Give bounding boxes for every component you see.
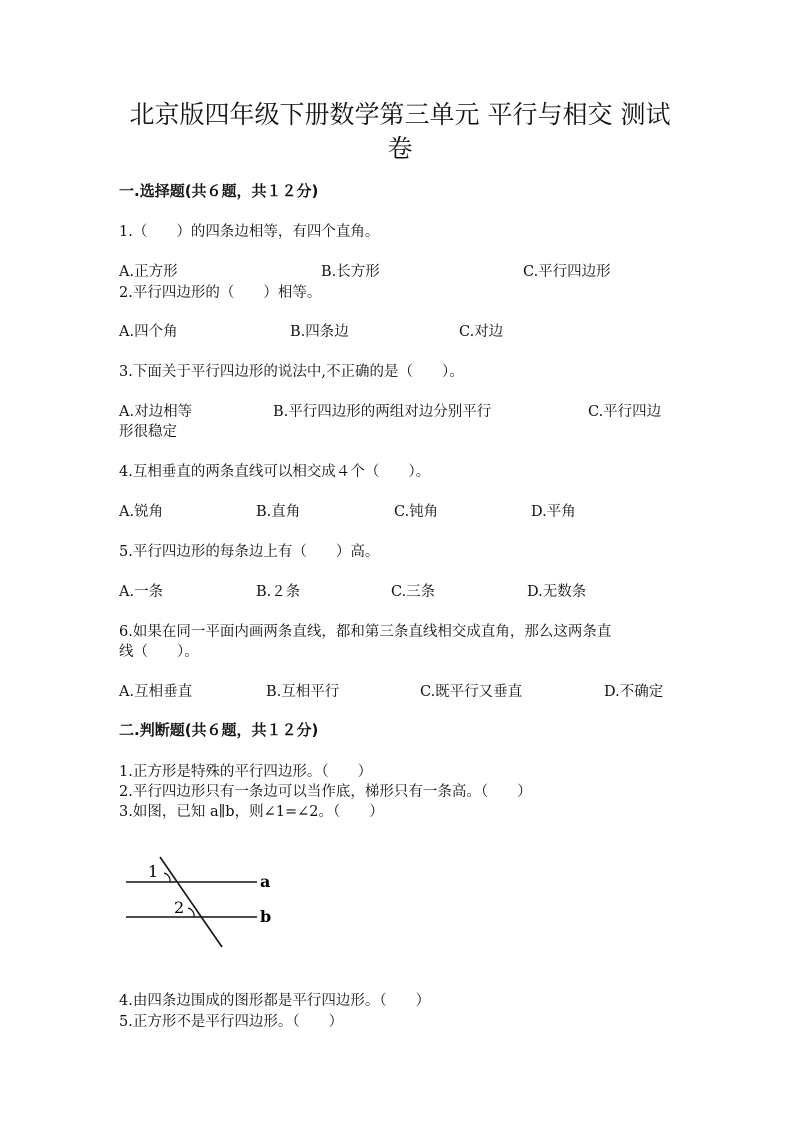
q2-option-c: C.对边 [459, 324, 504, 340]
judge-q5: 5.正方形不是平行四边形。（ ） [119, 1014, 344, 1030]
angle-1-arc [164, 873, 170, 882]
q6-option-b: B.互相平行 [266, 684, 340, 700]
q6-option-c: C.既平行又垂直 [420, 684, 523, 700]
q5-option-c: C.三条 [391, 584, 436, 600]
line-b-label: b [260, 907, 272, 926]
q6-option-a: A.互相垂直 [119, 684, 193, 700]
title-line-2: 卷 [387, 134, 413, 163]
q3-option-a: A.对边相等 [119, 404, 193, 420]
section-1-heading: 一.选择题(共６题，共１２分) [119, 182, 319, 200]
q3-stem: 3.下面关于平行四边形的说法中,不正确的是（ ）。 [119, 364, 464, 380]
q3-option-c: C.平行四边 [588, 404, 662, 420]
q1-option-b: B.长方形 [321, 264, 380, 280]
parallel-lines-figure [122, 855, 282, 950]
q4-option-c: C.钝角 [394, 504, 439, 520]
q5-stem: 5.平行四边形的每条边上有（ ）高。 [119, 544, 380, 560]
judge-q4: 4.由四条边围成的图形都是平行四边形。（ ） [119, 993, 431, 1009]
q4-option-d: D.平角 [531, 504, 576, 520]
q4-option-a: A.锐角 [119, 504, 164, 520]
q5-option-d: D.无数条 [527, 584, 587, 600]
q5-option-a: A.一条 [119, 584, 164, 600]
q3-option-b: B.平行四边形的两组对边分别平行 [273, 404, 492, 420]
angle-2-label: 2 [174, 898, 185, 917]
q6-stem: 6.如果在同一平面内画两条直线，都和第三条直线相交成直角，那么这两条直 [119, 624, 612, 640]
judge-q2: 2.平行四边形只有一条边可以当作底，梯形只有一条高。（ ） [119, 784, 532, 800]
judge-q3: 3.如图，已知 a∥b，则∠1=∠2。（ ） [119, 804, 384, 820]
q4-stem: 4.互相垂直的两条直线可以相交成４个（ ）。 [119, 464, 431, 480]
q6-stem-continued: 线（ ）。 [119, 644, 199, 660]
line-a-label: a [260, 872, 271, 891]
section-2-heading: 二.判断题(共６题，共１２分) [119, 721, 319, 739]
q2-option-a: A.四个角 [119, 324, 178, 340]
angle-1-label: 1 [148, 862, 159, 881]
q5-option-b: B.２条 [256, 584, 301, 600]
title-line-1: 北京版四年级下册数学第三单元 平行与相交 测试 [129, 100, 671, 129]
transversal-line [160, 857, 222, 947]
page-title [100, 98, 700, 166]
q2-stem: 2.平行四边形的（ ）相等。 [119, 285, 322, 301]
q1-option-c: C.平行四边形 [523, 264, 611, 280]
q1-option-a: A.正方形 [119, 264, 178, 280]
angle-2-arc [188, 908, 194, 917]
q2-option-b: B.四条边 [290, 324, 349, 340]
q4-option-b: B.直角 [256, 504, 301, 520]
q3-option-c-continued: 形很稳定 [119, 424, 177, 440]
q6-option-d: D.不确定 [604, 684, 664, 700]
judge-q1: 1.正方形是特殊的平行四边形。（ ） [119, 764, 373, 780]
q1-stem: 1.（ ）的四条边相等，有四个直角。 [119, 224, 380, 240]
